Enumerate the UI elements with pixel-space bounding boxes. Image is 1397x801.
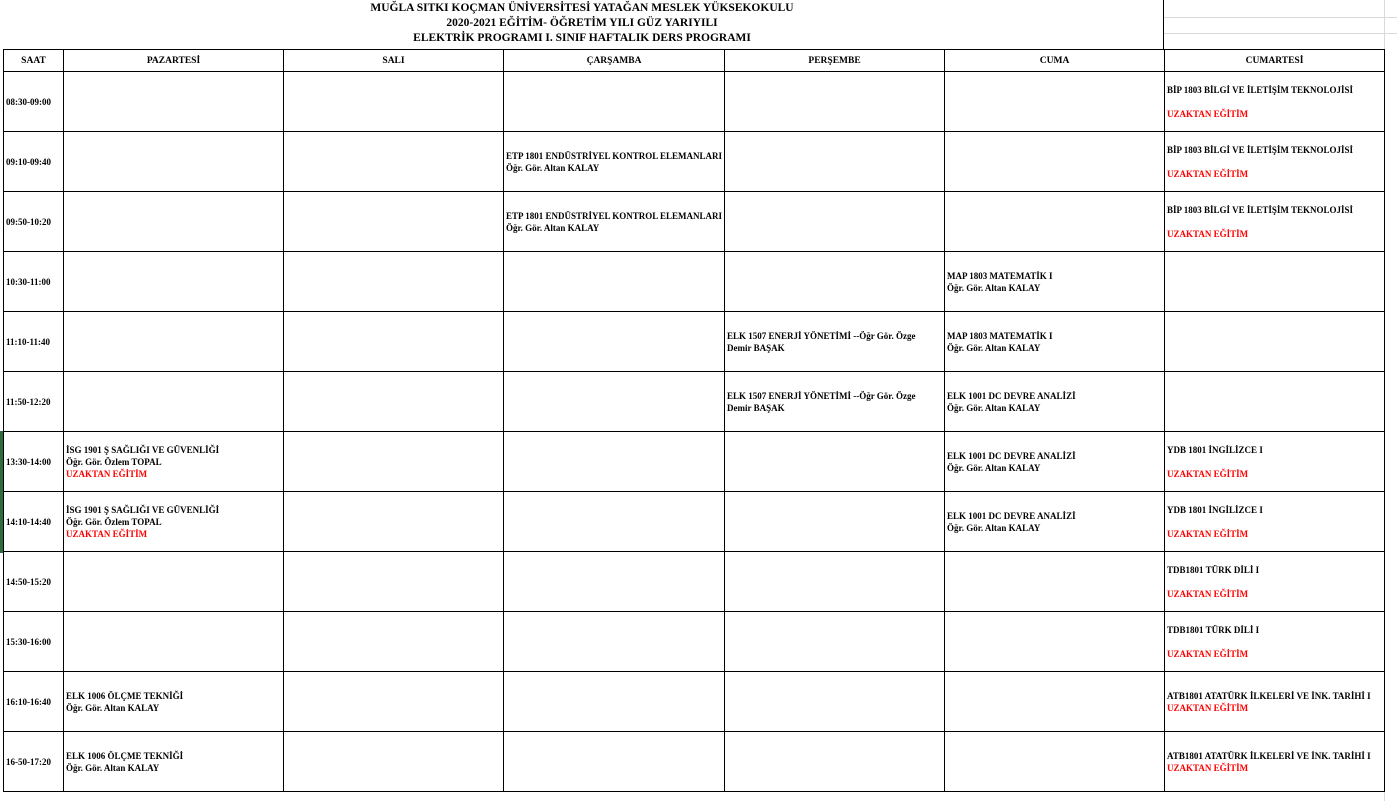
- course-name: ATB1801 ATATÜRK İLKELERİ VE İNK. TARİHİ I: [1167, 690, 1371, 701]
- course-cell-fri[interactable]: [945, 372, 1165, 432]
- course-cell-sat[interactable]: [1165, 72, 1385, 132]
- instructor-name: Öğr. Gör. Altan KALAY: [947, 522, 1041, 533]
- header-border: [1163, 0, 1164, 49]
- column-header-2: SALI: [284, 50, 504, 72]
- course-cell-thu[interactable]: [725, 552, 945, 612]
- instructor-name: Öğr. Gör. Altan KALAY: [506, 222, 600, 233]
- course-cell-wed[interactable]: [504, 192, 725, 252]
- remote-education-label: UZAKTAN EĞİTİM: [1167, 468, 1249, 479]
- header-line-2: 2020-2021 EĞİTİM- ÖĞRETİM YILI GÜZ YARIYILI: [446, 17, 718, 29]
- remote-education-label: UZAKTAN EĞİTİM: [1167, 588, 1249, 599]
- time-slot-cell: 16-50-17:20: [4, 732, 64, 792]
- course-cell-mon[interactable]: [64, 252, 284, 312]
- instructor-name: Öğr. Gör. Altan KALAY: [947, 282, 1041, 293]
- course-name: ELK 1001 DC DEVRE ANALİZİ: [947, 450, 1076, 461]
- time-slot-cell: 14:50-15:20: [4, 552, 64, 612]
- course-cell-thu[interactable]: [725, 732, 945, 792]
- instructor-name: Öğr. Gör. Altan KALAY: [947, 402, 1041, 413]
- course-cell-wed[interactable]: [504, 312, 725, 372]
- instructor-name: Demir BAŞAK: [727, 402, 785, 413]
- column-header-6: CUMARTESİ: [1165, 50, 1385, 72]
- course-cell-sat[interactable]: [1165, 732, 1385, 792]
- column-header-3: ÇARŞAMBA: [504, 50, 725, 72]
- instructor-name: Öğr. Gör. Altan KALAY: [506, 162, 600, 173]
- time-slot-cell: 10:30-11:00: [4, 252, 64, 312]
- course-name: ELK 1507 ENERJİ YÖNETİMİ --Öğr Gör. Özge: [727, 330, 916, 341]
- course-cell-thu[interactable]: [725, 612, 945, 672]
- course-name: MAP 1803 MATEMATİK I: [947, 330, 1053, 341]
- table-row: [4, 492, 1385, 552]
- blank-line: [1167, 156, 1382, 168]
- weekly-schedule-table: [3, 49, 1385, 792]
- course-cell-sat[interactable]: [1165, 492, 1385, 552]
- table-body: [4, 72, 1385, 792]
- course-cell-fri[interactable]: [945, 672, 1165, 732]
- course-cell-fri[interactable]: [945, 132, 1165, 192]
- course-cell-thu[interactable]: [725, 252, 945, 312]
- blank-line: [1167, 456, 1382, 468]
- course-cell-thu[interactable]: [725, 132, 945, 192]
- course-name: İSG 1901 Ş SAĞLIĞI VE GÜVENLİĞİ: [66, 504, 220, 515]
- time-slot-cell: 09:50-10:20: [4, 192, 64, 252]
- table-row: [4, 132, 1385, 192]
- course-name: ATB1801 ATATÜRK İLKELERİ VE İNK. TARİHİ I: [1167, 750, 1371, 761]
- remote-education-label: UZAKTAN EĞİTİM: [1167, 528, 1249, 539]
- course-cell-mon[interactable]: [64, 732, 284, 792]
- sheet-gridline: [1164, 17, 1397, 18]
- table-row: [4, 612, 1385, 672]
- time-slot-cell: 13:30-14:00: [4, 432, 64, 492]
- course-cell-fri[interactable]: [945, 492, 1165, 552]
- remote-education-label: UZAKTAN EĞİTİM: [1167, 702, 1249, 713]
- course-name: BİP 1803 BİLGİ VE İLETİŞİM TEKNOLOJİSİ: [1167, 144, 1354, 155]
- remote-education-label: UZAKTAN EĞİTİM: [1167, 762, 1249, 773]
- column-header-4: PERŞEMBE: [725, 50, 945, 72]
- course-cell-fri[interactable]: [945, 432, 1165, 492]
- blank-line: [1167, 576, 1382, 588]
- instructor-name: Öğr. Gör. Altan KALAY: [947, 342, 1041, 353]
- course-cell-tue[interactable]: [284, 432, 504, 492]
- table-row: [4, 372, 1385, 432]
- course-cell-tue[interactable]: [284, 552, 504, 612]
- course-cell-wed[interactable]: [504, 672, 725, 732]
- column-header-0: SAAT: [4, 50, 64, 72]
- course-name: ELK 1507 ENERJİ YÖNETİMİ --Öğr Gör. Özge: [727, 390, 916, 401]
- course-cell-wed[interactable]: [504, 552, 725, 612]
- course-name: MAP 1803 MATEMATİK I: [947, 270, 1053, 281]
- course-name: ELK 1006 ÖLÇME TEKNİĞİ: [66, 750, 184, 761]
- course-cell-wed[interactable]: [504, 72, 725, 132]
- table-row: [4, 432, 1385, 492]
- time-slot-cell: 11:10-11:40: [4, 312, 64, 372]
- course-cell-wed[interactable]: [504, 252, 725, 312]
- blank-line: [1167, 516, 1382, 528]
- instructor-name: Öğr. Gör. Özlem TOPAL: [66, 456, 162, 467]
- course-cell-mon[interactable]: [64, 372, 284, 432]
- course-name: İSG 1901 Ş SAĞLIĞI VE GÜVENLİĞİ: [66, 444, 220, 455]
- course-name: BİP 1803 BİLGİ VE İLETİŞİM TEKNOLOJİSİ: [1167, 84, 1354, 95]
- course-cell-tue[interactable]: [284, 192, 504, 252]
- course-cell-sat[interactable]: [1165, 672, 1385, 732]
- course-cell-sat[interactable]: [1165, 432, 1385, 492]
- schedule-header: [0, 0, 1164, 49]
- course-cell-mon[interactable]: [64, 432, 284, 492]
- course-cell-wed[interactable]: [504, 732, 725, 792]
- course-cell-sat[interactable]: [1165, 132, 1385, 192]
- course-cell-thu[interactable]: [725, 672, 945, 732]
- table-row: [4, 672, 1385, 732]
- course-cell-mon[interactable]: [64, 552, 284, 612]
- course-cell-thu[interactable]: [725, 312, 945, 372]
- blank-line: [1167, 96, 1382, 108]
- course-name: ETP 1801 ENDÜSTRİYEL KONTROL ELEMANLARI: [506, 150, 723, 161]
- course-cell-mon[interactable]: [64, 132, 284, 192]
- course-cell-tue[interactable]: [284, 492, 504, 552]
- instructor-name: Öğr. Gör. Altan KALAY: [66, 762, 160, 773]
- remote-education-label: UZAKTAN EĞİTİM: [1167, 648, 1249, 659]
- course-cell-wed[interactable]: [504, 372, 725, 432]
- course-cell-wed[interactable]: [504, 432, 725, 492]
- time-slot-cell: 11:50-12:20: [4, 372, 64, 432]
- table-row: [4, 312, 1385, 372]
- course-cell-tue[interactable]: [284, 312, 504, 372]
- column-header-1: PAZARTESİ: [64, 50, 284, 72]
- course-cell-mon[interactable]: [64, 312, 284, 372]
- course-cell-sat[interactable]: [1165, 312, 1385, 372]
- course-cell-sat[interactable]: [1165, 552, 1385, 612]
- course-cell-fri[interactable]: [945, 192, 1165, 252]
- course-cell-fri[interactable]: [945, 552, 1165, 612]
- blank-line: [1167, 636, 1382, 648]
- course-cell-tue[interactable]: [284, 732, 504, 792]
- remote-education-label: UZAKTAN EĞİTİM: [1167, 168, 1249, 179]
- column-header-5: CUMA: [945, 50, 1165, 72]
- course-cell-wed[interactable]: [504, 132, 725, 192]
- course-cell-wed[interactable]: [504, 612, 725, 672]
- course-cell-fri[interactable]: [945, 612, 1165, 672]
- remote-education-label: UZAKTAN EĞİTİM: [66, 528, 148, 539]
- course-cell-fri[interactable]: [945, 732, 1165, 792]
- course-cell-mon[interactable]: [64, 72, 284, 132]
- course-cell-tue[interactable]: [284, 372, 504, 432]
- instructor-name: Öğr. Gör. Altan KALAY: [947, 462, 1041, 473]
- course-cell-sat[interactable]: [1165, 252, 1385, 312]
- table-row: [4, 252, 1385, 312]
- blank-line: [1167, 216, 1382, 228]
- header-line-3: ELEKTRİK PROGRAMI I. SINIF HAFTALIK DERS PROGRAMI: [413, 32, 751, 44]
- course-cell-tue[interactable]: [284, 72, 504, 132]
- course-name: ELK 1001 DC DEVRE ANALİZİ: [947, 510, 1076, 521]
- table-row: [4, 732, 1385, 792]
- course-cell-mon[interactable]: [64, 672, 284, 732]
- time-slot-cell: 08:30-09:00: [4, 72, 64, 132]
- course-name: BİP 1803 BİLGİ VE İLETİŞİM TEKNOLOJİSİ: [1167, 204, 1354, 215]
- table-row: [4, 192, 1385, 252]
- course-cell-mon[interactable]: [64, 612, 284, 672]
- course-name: ELK 1001 DC DEVRE ANALİZİ: [947, 390, 1076, 401]
- course-name: YDB 1801 İNGİLİZCE I: [1167, 444, 1263, 455]
- remote-education-label: UZAKTAN EĞİTİM: [1167, 228, 1249, 239]
- course-cell-tue[interactable]: [284, 672, 504, 732]
- header-line-1: MUĞLA SITKI KOÇMAN ÜNİVERSİTESİ YATAĞAN MESLEK YÜKSEKOKULU: [370, 2, 794, 14]
- course-cell-thu[interactable]: [725, 372, 945, 432]
- remote-education-label: UZAKTAN EĞİTİM: [1167, 108, 1249, 119]
- course-cell-sat[interactable]: [1165, 192, 1385, 252]
- course-name: ETP 1801 ENDÜSTRİYEL KONTROL ELEMANLARI: [506, 210, 723, 221]
- time-slot-cell: 14:10-14:40: [4, 492, 64, 552]
- instructor-name: Demir BAŞAK: [727, 342, 785, 353]
- course-cell-thu[interactable]: [725, 492, 945, 552]
- course-cell-tue[interactable]: [284, 132, 504, 192]
- course-name: ELK 1006 ÖLÇME TEKNİĞİ: [66, 690, 184, 701]
- course-cell-sat[interactable]: [1165, 612, 1385, 672]
- course-name: TDB1801 TÜRK DİLİ I: [1167, 564, 1260, 575]
- course-cell-fri[interactable]: [945, 312, 1165, 372]
- course-cell-thu[interactable]: [725, 192, 945, 252]
- course-name: TDB1801 TÜRK DİLİ I: [1167, 624, 1260, 635]
- course-cell-thu[interactable]: [725, 72, 945, 132]
- instructor-name: Öğr. Gör. Özlem TOPAL: [66, 516, 162, 527]
- course-cell-mon[interactable]: [64, 192, 284, 252]
- remote-education-label: UZAKTAN EĞİTİM: [66, 468, 148, 479]
- table-row: [4, 72, 1385, 132]
- time-slot-cell: 16:10-16:40: [4, 672, 64, 732]
- time-slot-cell: 15:30-16:00: [4, 612, 64, 672]
- course-cell-mon[interactable]: [64, 492, 284, 552]
- course-cell-thu[interactable]: [725, 432, 945, 492]
- course-cell-fri[interactable]: [945, 72, 1165, 132]
- table-row: [4, 552, 1385, 612]
- course-cell-fri[interactable]: [945, 252, 1165, 312]
- time-slot-cell: 09:10-09:40: [4, 132, 64, 192]
- sheet-gridline: [1164, 33, 1397, 34]
- course-cell-wed[interactable]: [504, 492, 725, 552]
- course-cell-tue[interactable]: [284, 252, 504, 312]
- course-name: YDB 1801 İNGİLİZCE I: [1167, 504, 1263, 515]
- instructor-name: Öğr. Gör. Altan KALAY: [66, 702, 160, 713]
- course-cell-sat[interactable]: [1165, 372, 1385, 432]
- table-header-row: [4, 50, 1385, 72]
- course-cell-tue[interactable]: [284, 612, 504, 672]
